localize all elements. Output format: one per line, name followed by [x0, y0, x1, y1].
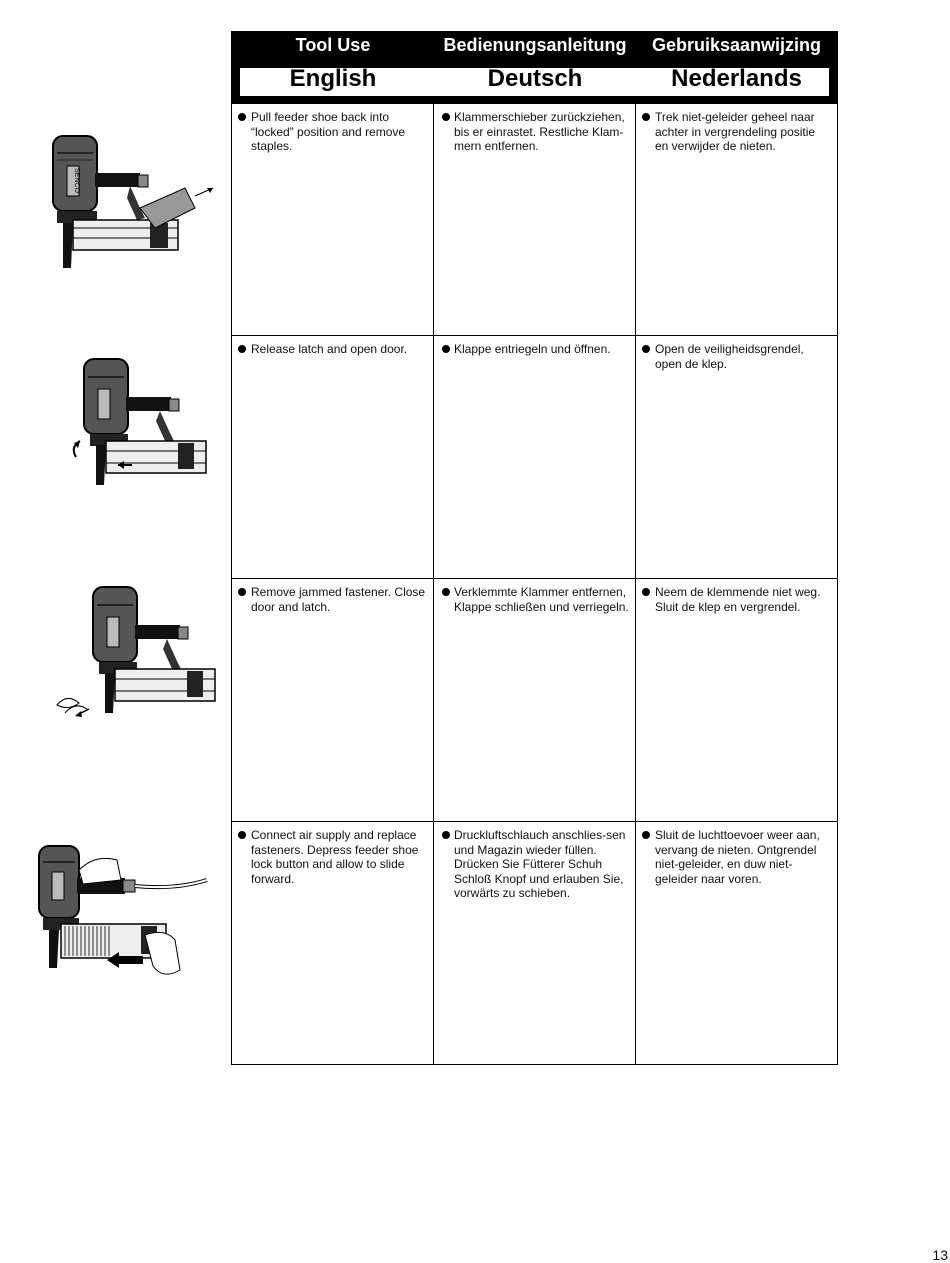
language-english: English	[289, 65, 377, 92]
instruction-text: Klappe entriegeln und öffnen.	[454, 342, 611, 356]
instruction-text: Trek niet-geleider geheel naar achter in vergrendeling positie en verwijder de nieten.	[655, 110, 816, 153]
cell-deutsch	[434, 336, 636, 578]
instruction-text: Pull feeder shoe back into “locked” position and remove staples.	[251, 110, 406, 153]
bullet-icon	[642, 345, 650, 353]
cell-nederlands	[636, 579, 837, 821]
cell-nederlands	[636, 822, 837, 1064]
instruction-text: Neem de klemmende niet weg. Sluit de klep en vergrendel.	[655, 585, 821, 614]
table-row	[232, 104, 837, 336]
language-bar	[240, 65, 829, 96]
instruction-text: Remove jammed fastener. Close door and latch.	[251, 585, 426, 614]
cell-deutsch	[434, 104, 636, 335]
page-number: 13	[932, 1247, 948, 1263]
cell-deutsch	[434, 579, 636, 821]
bullet-icon	[442, 831, 450, 839]
cell-nederlands	[636, 104, 837, 335]
instruction-text: Verklemmte Klammer entfernen, Klappe schließen und verriegeln.	[454, 585, 629, 614]
instruction-text: Druckluftschlauch anschlies-sen und Magazin wieder füllen. Drücken Sie Fütterer Schuh Schloß Knopf und erlauben Sie, vorwärts zu schieben.	[454, 828, 626, 900]
bullet-icon	[642, 831, 650, 839]
bullet-icon	[238, 831, 246, 839]
bullet-icon	[238, 345, 246, 353]
language-deutsch: Deutsch	[487, 65, 583, 92]
svg-text:SENCO: SENCO	[73, 168, 80, 193]
instruction-text: Sluit de luchttoevoer weer aan, vervang de nieten. Ontgrendel niet-geleider, en duw niet-geleider naar voren.	[655, 828, 820, 886]
cell-english	[232, 579, 434, 821]
instruction-text: Connect air supply and replace fasteners. Depress feeder shoe lock button and allow to slide forward.	[251, 828, 419, 886]
instruction-text: Open de veiligheidsgrendel, open de klep.	[655, 342, 804, 371]
instructions-table	[231, 31, 838, 1065]
bullet-icon	[442, 345, 450, 353]
instruction-text: Release latch and open door.	[251, 342, 408, 356]
bullet-icon	[442, 588, 450, 596]
instruction-text: Klammerschieber zurückziehen, bis er einrastet. Restliche Klam-mern entfernen.	[454, 110, 625, 153]
tool-illustration-open-door	[68, 355, 213, 490]
language-nederlands: Nederlands	[671, 65, 802, 92]
bullet-icon	[442, 113, 450, 121]
tool-illustration-connect-air	[35, 840, 215, 985]
bullet-icon	[642, 113, 650, 121]
bullet-icon	[238, 113, 246, 121]
header-bedienungsanleitung: Bedienungsanleitung	[443, 35, 627, 55]
table-row	[232, 822, 837, 1064]
table-row	[232, 336, 837, 579]
tool-illustration-remove-jam	[55, 585, 220, 725]
header-gebruiksaanwijzing: Gebruiksaanwijzing	[651, 35, 822, 55]
cell-english	[232, 336, 434, 578]
tool-illustration-remove-staples	[45, 128, 220, 273]
cell-english	[232, 104, 434, 335]
cell-nederlands	[636, 336, 837, 578]
bullet-icon	[642, 588, 650, 596]
table-header	[232, 32, 837, 104]
table-row	[232, 579, 837, 822]
cell-english	[232, 822, 434, 1064]
cell-deutsch	[434, 822, 636, 1064]
header-tool-use: Tool Use	[295, 35, 371, 55]
bullet-icon	[238, 588, 246, 596]
